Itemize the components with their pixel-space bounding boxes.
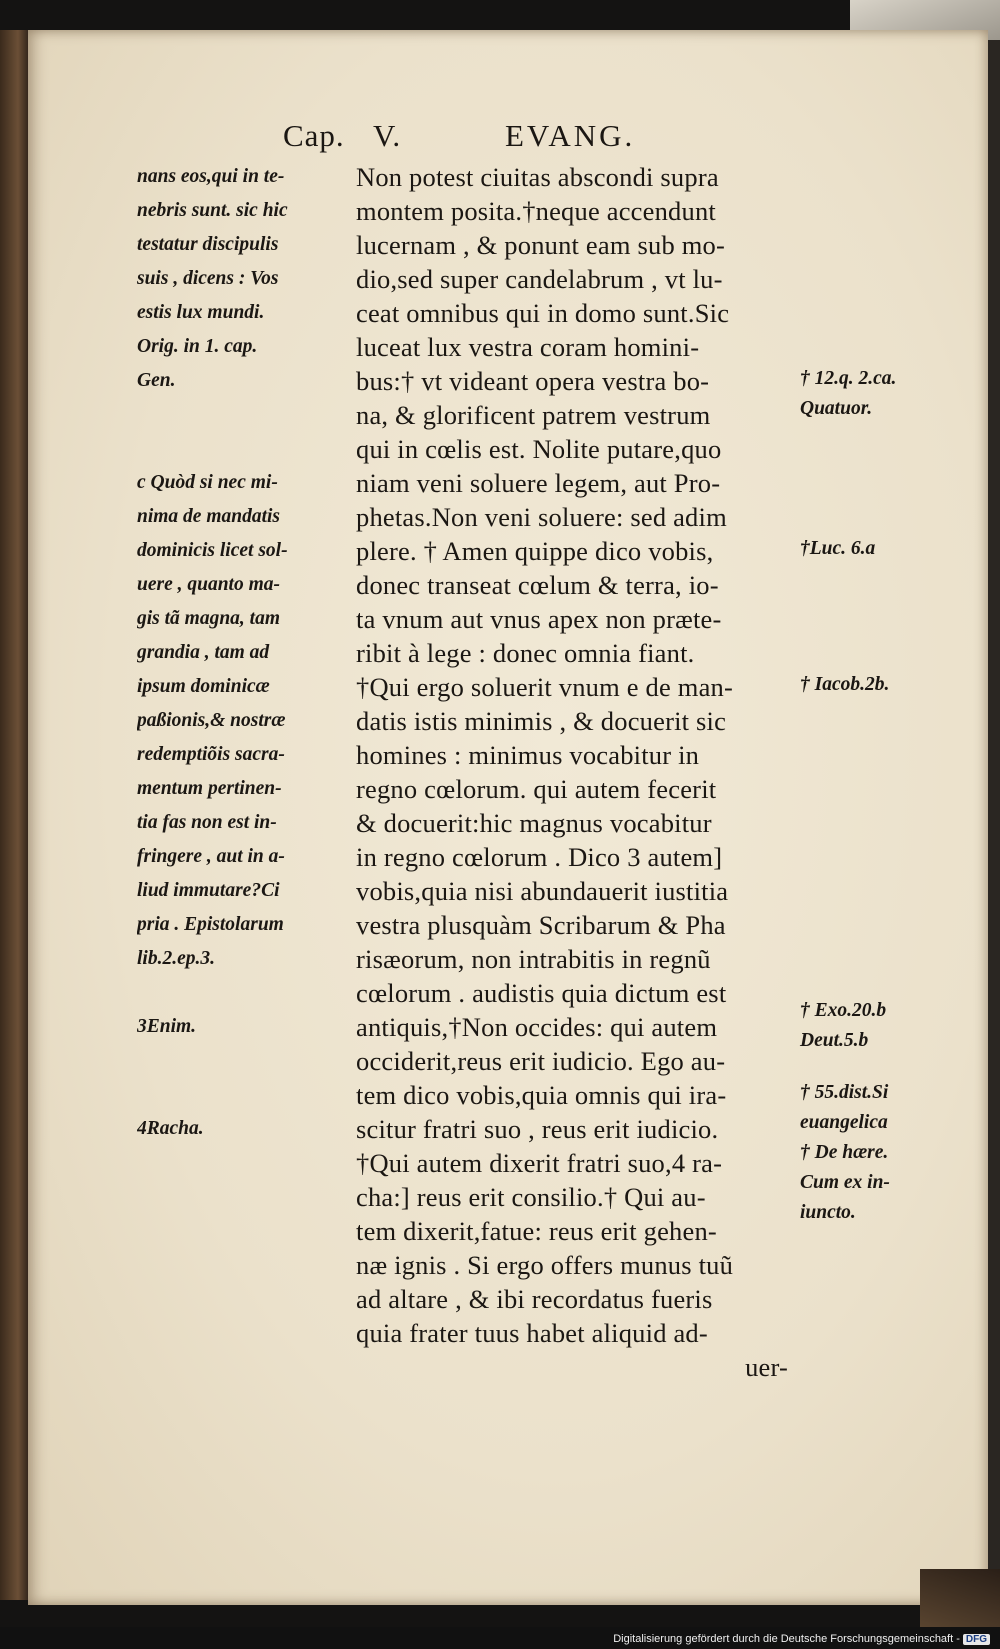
main-text-line: næ ignis . Si ergo offers munus tuũ	[356, 1250, 734, 1280]
main-text-line: uer-	[745, 1352, 788, 1382]
commentary-line: pria . Epistolarum	[137, 914, 284, 935]
main-text-line: donec transeat cœlum & terra, io-	[356, 570, 719, 600]
book-binding-edge	[0, 30, 30, 1600]
commentary-line: ipsum dominicæ	[137, 676, 270, 697]
cross-reference-line: †Luc. 6.a	[800, 538, 876, 559]
main-text-line: tem dico vobis,quia omnis qui ira-	[356, 1080, 727, 1110]
main-text-line: & docuerit:hic magnus vocabitur	[356, 808, 712, 838]
main-text-line: ta vnum aut vnus apex non præte-	[356, 604, 722, 634]
commentary-line: mentum pertinen-	[137, 778, 282, 799]
commentary-line: testatur discipulis	[137, 234, 279, 255]
cross-reference-line: † 55.dist.Si	[800, 1082, 889, 1103]
dfg-logo: DFG	[963, 1634, 990, 1645]
main-text-line: quia frater tuus habet aliquid ad-	[356, 1318, 708, 1348]
main-text-line: niam veni soluere legem, aut Pro-	[356, 468, 721, 498]
commentary-line: 4Racha.	[137, 1118, 204, 1139]
commentary-line: nans eos,qui in te-	[137, 166, 285, 187]
commentary-line: fringere , aut in a-	[137, 846, 285, 867]
footer-credit-text: Digitalisierung gefördert durch die Deutsche Forschungsgemeinschaft -	[613, 1633, 960, 1645]
commentary-line: uere , quanto ma-	[137, 574, 281, 595]
cross-reference-line: euangelica	[800, 1112, 888, 1133]
main-text-line: †Qui ergo soluerit vnum e de man-	[356, 672, 734, 702]
main-text-line: dio,sed super candelabrum , vt lu-	[356, 264, 723, 294]
cross-reference-note	[800, 534, 950, 564]
cross-reference-line: Quatuor.	[800, 398, 873, 419]
cross-reference-line: † Iacob.2b.	[800, 674, 890, 695]
main-text-line: in regno cœlorum . Dico 3 autem]	[356, 842, 723, 872]
main-text-line: occiderit,reus erit iudicio. Ego au-	[356, 1046, 726, 1076]
main-text-line: scitur fratri suo , reus erit iudicio.	[356, 1114, 719, 1144]
main-text-line: ad altare , & ibi recordatus fueris	[356, 1284, 713, 1314]
main-text-line: cha:] reus erit consilio.† Qui au-	[356, 1182, 706, 1212]
commentary-line: liud immutare?Ci	[137, 880, 280, 901]
commentary-line: suis , dicens : Vos	[137, 268, 279, 289]
commentary-line: nebris sunt. sic hic	[137, 200, 288, 221]
main-text-line: cœlorum . audistis quia dictum est	[356, 978, 727, 1008]
cross-reference-note	[800, 670, 950, 700]
main-text-line: phetas.Non veni soluere: sed adim	[356, 502, 727, 532]
main-text-line: luceat lux vestra coram homini-	[356, 332, 700, 362]
cross-reference-line: † De hære.	[800, 1142, 889, 1163]
running-title: EVANG.	[505, 118, 636, 153]
commentary-line: estis lux mundi.	[137, 302, 265, 323]
cross-reference-line: Cum ex in-	[800, 1172, 890, 1193]
commentary-line: tia fas non est in-	[137, 812, 277, 833]
book-right-edge	[986, 10, 1000, 1610]
main-text-line: vestra plusquàm Scribarum & Pha	[356, 910, 726, 940]
main-text-line: qui in cœlis est. Nolite putare,quo	[356, 434, 722, 464]
main-text-line: plere. † Amen quippe dico vobis,	[356, 536, 714, 566]
main-text-line: lucernam , & ponunt eam sub mo-	[356, 230, 726, 260]
main-text-line: montem posita.†neque accendunt	[356, 196, 716, 226]
cross-reference-line: † Exo.20.b	[800, 1000, 887, 1022]
main-text-line: na, & glorificent patrem vestrum	[356, 400, 711, 430]
main-text-line: antiquis,†Non occides: qui autem	[356, 1012, 718, 1042]
cross-reference-note	[800, 1078, 950, 1228]
scan-bottom-corner	[920, 1569, 1000, 1629]
main-text-line: regno cœlorum. qui autem fecerit	[356, 774, 717, 804]
commentary-line: dominicis licet sol-	[137, 540, 288, 561]
commentary-line: nima de mandatis	[137, 506, 281, 527]
chapter-number: V.	[373, 118, 402, 153]
chapter-label: Cap.	[283, 118, 345, 153]
cross-reference-line: iuncto.	[800, 1202, 856, 1223]
commentary-line: Orig. in 1. cap.	[137, 336, 258, 357]
cross-reference-line: † 12.q. 2.ca.	[800, 368, 897, 389]
cross-reference-note	[800, 996, 950, 1056]
cross-reference-line: Deut.5.b	[800, 1030, 869, 1052]
commentary-line: redemptiõis sacra-	[137, 744, 285, 765]
left-margin-commentary	[137, 160, 362, 1146]
main-scripture-text	[356, 160, 796, 1384]
commentary-line: gis tã magna, tam	[137, 608, 281, 629]
commentary-line: lib.2.ep.3.	[137, 948, 215, 969]
main-text-line: tem dixerit,fatue: reus erit gehen-	[356, 1216, 717, 1246]
cross-reference-note	[800, 364, 950, 424]
main-text-line: †Qui autem dixerit fratri suo,4 ra-	[356, 1148, 723, 1178]
main-text-line: vobis,quia nisi abundauerit iustitia	[356, 876, 729, 906]
main-text-line: homines : minimus vocabitur in	[356, 740, 700, 770]
main-text-line: Non potest ciuitas abscondi supra	[356, 162, 719, 192]
footer-credit	[613, 1633, 990, 1645]
main-text-line: ceat omnibus qui in domo sunt.Sic	[356, 298, 730, 328]
main-text-line: datis istis minimis , & docuerit sic	[356, 706, 727, 736]
commentary-line: c Quòd si nec mi-	[137, 472, 278, 493]
main-text-line: risæorum, non intrabitis in regnũ	[356, 944, 711, 974]
commentary-line: grandia , tam ad	[137, 642, 270, 663]
commentary-line: Gen.	[137, 370, 176, 391]
main-text-line: ribit à lege : donec omnia fiant.	[356, 638, 695, 668]
commentary-line: 3Enim.	[137, 1016, 197, 1037]
main-text-line: bus:† vt videant opera vestra bo-	[356, 366, 710, 396]
commentary-line: paßionis,& nostræ	[137, 710, 286, 731]
